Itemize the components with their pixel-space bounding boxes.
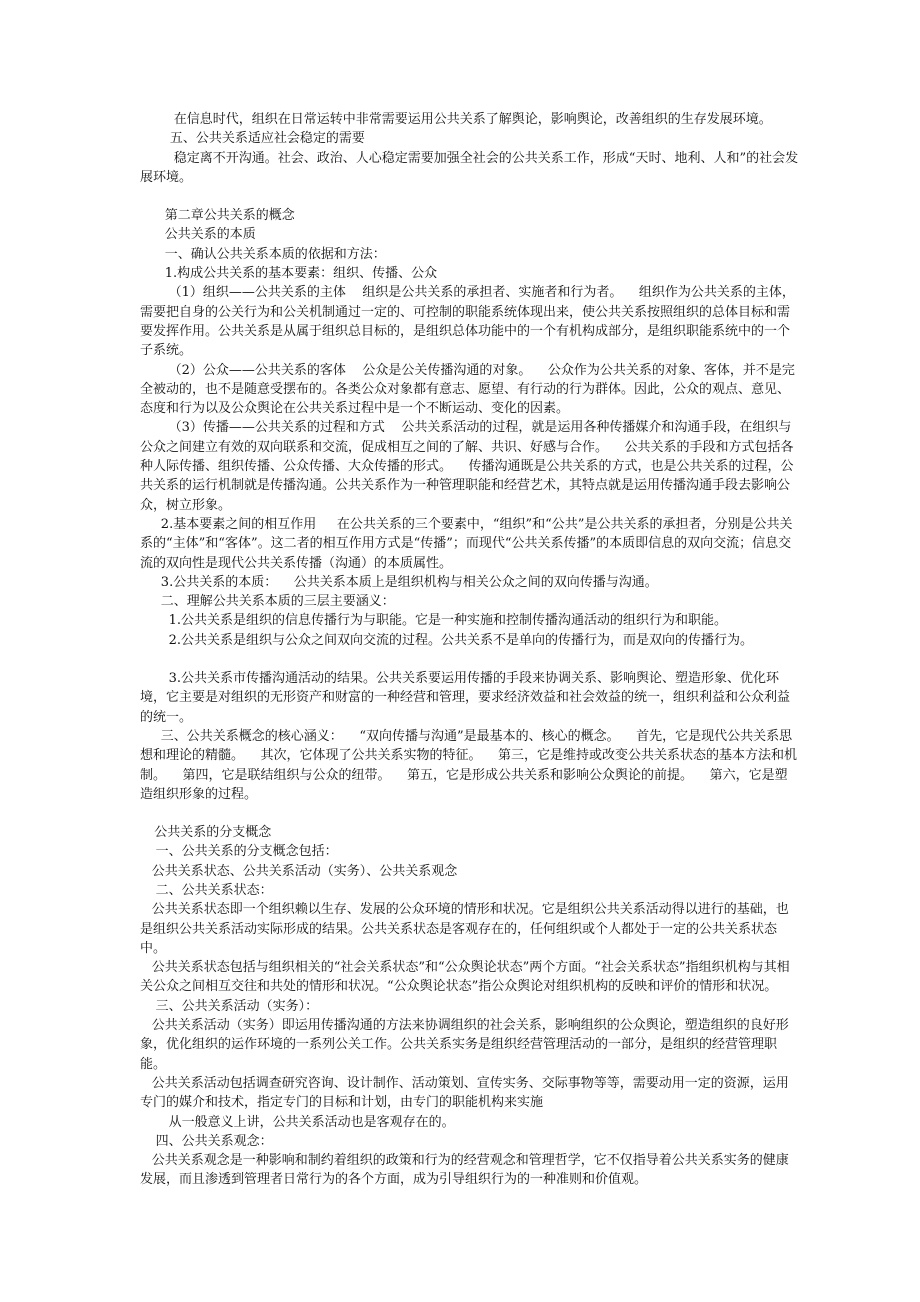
paragraph-pr-state-1: 公共关系状态即一个组织赖以生存、发展的公众环境的情形和状况。它是组织公共关系活动得以进行的基础，也是组织公共关系活动实际形成的结果。公共关系状态是客观存在的，任何组织或个人都处于一定的公共关系状态中。 bbox=[140, 902, 789, 956]
paragraph-stability: 稳定离不开沟通。社会、政治、人心稳定需要加强全社会的公共关系工作，形成“天时、地利、人和”的社会发展环境。 bbox=[140, 150, 799, 185]
paragraph-meaning-2: 2.公共关系是组织与公众之间双向交流的过程。公共关系不是单向的传播行为，而是双向的传播行为。 bbox=[168, 632, 753, 648]
paragraph-pr-activity-3: 从一般意义上讲，公共关系活动也是客观存在的。 bbox=[168, 1114, 455, 1130]
chapter-title: 第二章公共关系的概念 bbox=[164, 208, 295, 224]
paragraph-organization: （1）组织——公共关系的主体 组织是公共关系的承担者、实施者和行为者。 组织作为公共关系的主体，需要把自身的公关行为和公关机制通过一定的、可控制的职能系统体现出来，使公共关系按照组织的总体目标和需要发挥作用。公共关系是从属于组织总目标的，是组织总体功能中的一个有机构成部分，是组织职能系统中的一个子系统。 bbox=[140, 285, 795, 359]
heading-pr-state: 二、公共关系状态： bbox=[155, 882, 273, 898]
heading-essence-basis: 一、确认公共关系本质的依据和方法： bbox=[164, 246, 386, 262]
paragraph-communication: （3）传播——公共关系的过程和方式 公共关系活动的过程，就是运用各种传播媒介和沟通手段，在组织与公众之间建立有效的双向联系和交流，促成相互之间的了解、共识、好感与合作。 公共关系的手段和方式包括各种人际传播、组织传播、公众传播、大众传播的形式。 传播沟通既是公共关系的方式，也是公共关系的过程，公共关系的运行机制就是传播沟通。公共关系作为一种管理职能和经营艺术，其特点就是运用传播沟通手段去影响公众，树立形象。 bbox=[140, 420, 794, 513]
heading-branch-includes: 一、公共关系的分支概念包括： bbox=[155, 844, 338, 860]
section-title-essence: 公共关系的本质 bbox=[164, 227, 256, 243]
paragraph-info-era: 在信息时代，组织在日常运转中非常需要运用公共关系了解舆论，影响舆论，改善组织的生存发展环境。 bbox=[173, 112, 772, 127]
section-title-branch-concepts: 公共关系的分支概念 bbox=[154, 825, 272, 841]
paragraph-essence: 3.公共关系的本质： 公共关系本质上是组织机构与相关公众之间的双向传播与沟通。 bbox=[160, 574, 658, 590]
paragraph-pr-activity-1: 公共关系活动（实务）即运用传播沟通的方法来协调组织的社会关系，影响组织的公众舆论，塑造组织的良好形象，优化组织的运作环境的一系列公关工作。公共关系实务是组织经营管理活动的一部分，是组织的经营管理职能。 bbox=[140, 1018, 789, 1072]
heading-pr-activity: 三、公共关系活动（实务）： bbox=[155, 998, 319, 1014]
paragraph-pr-concept: 公共关系观念是一种影响和制约着组织的政策和行为的经营观念和管理哲学，它不仅指导着公共关系实务的健康发展，而且渗透到管理者日常行为的各个方面，成为引导组织行为的一种准则和价值观。 bbox=[140, 1153, 789, 1188]
paragraph-core-meaning: 三、公共关系概念的核心涵义： “双向传播与沟通”是最基本的、核心的概念。 首先，它是现代公共关系思想和理论的精髓。 其次，它体现了公共关系实物的特征。 第三，它是维持或改变公共关系状态的基本方法和机制。 第四，它是联结组织与公众的纽带。 第五，它是形成公共关系和影响公众舆论的前提。 第六，它是塑造组织形象的过程。 bbox=[140, 728, 798, 802]
paragraph-gap bbox=[140, 187, 800, 206]
heading-three-meanings: 二、理解公共关系本质的三层主要涵义： bbox=[160, 594, 395, 610]
section-heading-social-stability: 五、公共关系适应社会稳定的需要 bbox=[169, 131, 365, 147]
paragraph-gap bbox=[140, 650, 800, 669]
document-body bbox=[140, 110, 800, 1190]
heading-basic-elements: 1.构成公共关系的基本要素：组织、传播、公众 bbox=[164, 266, 438, 282]
paragraph-gap bbox=[140, 804, 800, 823]
heading-pr-concept: 四、公共关系观念： bbox=[155, 1133, 273, 1149]
paragraph-meaning-3: 3.公共关系市传播沟通活动的结果。公共关系要运用传播的手段来协调关系、影响舆论、塑造形象、优化环境，它主要是对组织的无形资产和财富的一种经营和管理，要求经济效益和社会效益的统一，组织利益和公众利益的统一。 bbox=[140, 671, 791, 725]
paragraph-public: （2）公众——公共关系的客体 公众是公关传播沟通的对象。 公众作为公共关系的对象、客体，并不是完全被动的，也不是随意受摆布的。各类公众对象都有意志、愿望、有行动的行为群体。因此，公众的观点、意见、态度和行为以及公众舆论在公共关系过程中是一个不断运动、变化的因素。 bbox=[140, 362, 795, 417]
paragraph-pr-state-2: 公共关系状态包括与组织相关的“社会关系状态”和“公众舆论状态”两个方面。“社会关系状态”指组织机构与其相关公众之间相互交往和共处的情形和状况。“公众舆论状态”指公众舆论对组织机构的反映和评价的情形和状况。 bbox=[140, 960, 790, 995]
paragraph-pr-activity-2: 公共关系活动包括调查研究咨询、设计制作、活动策划、宣传实务、交际事物等等，需要动用一定的资源，运用专门的媒介和技术，指定专门的目标和计划，由专门的职能机构来实施 bbox=[140, 1075, 789, 1111]
paragraph-interaction: 2.基本要素之间的相互作用 在公共关系的三个要素中，“组织”和“公共”是公共关系的承担者，分别是公共关系的“主体”和“客体”。这二者的相互作用方式是“传播”；而现代“公共关系传播”的本质即信息的双向交流；信息交流的双向性是现代公共关系传播（沟通）的本质属性。 bbox=[140, 516, 793, 571]
paragraph-branch-list: 公共关系状态、公共关系活动（实务）、公共关系观念 bbox=[151, 863, 458, 879]
paragraph-meaning-1: 1.公共关系是组织的信息传播行为与职能。它是一种实施和控制传播沟通活动的组织行为和职能。 bbox=[168, 613, 727, 629]
